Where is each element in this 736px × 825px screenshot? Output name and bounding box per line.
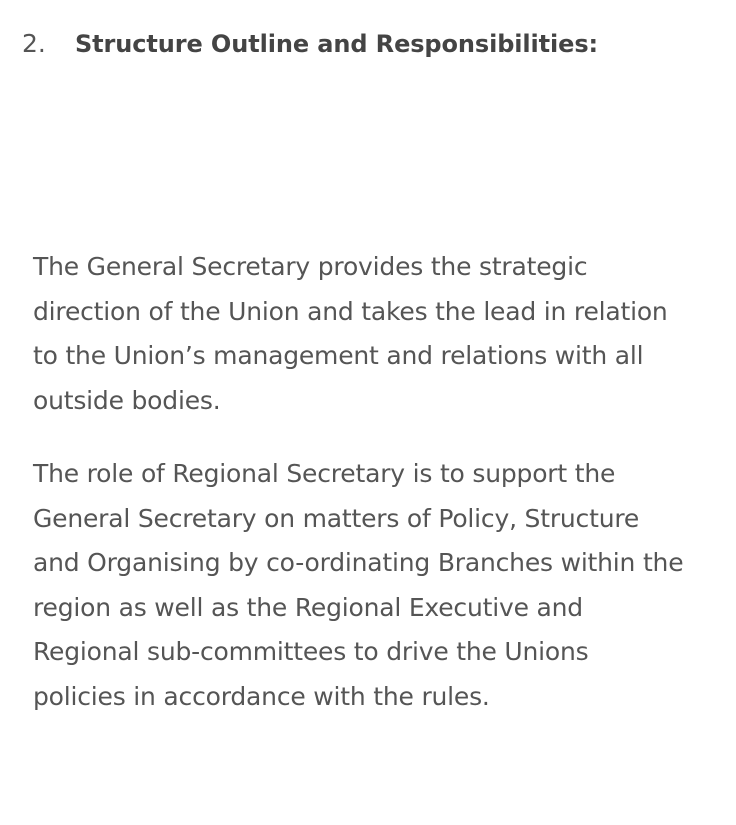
section-heading (22, 26, 598, 62)
paragraph-line: policies in accordance with the rules. (33, 681, 490, 711)
paragraph-line: outside bodies. (33, 385, 221, 415)
paragraph-general-secretary (33, 245, 733, 423)
paragraph-line: to the Union’s management and relations with all (33, 341, 644, 370)
section-number: 2. (22, 29, 46, 58)
paragraph-line: and Organising by co-ordinating Branches within the (33, 548, 684, 577)
paragraph-line: direction of the Union and takes the lead in relation (33, 296, 668, 326)
paragraph-regional-secretary (33, 452, 733, 719)
paragraph-line: The role of Regional Secretary is to support the (33, 459, 616, 488)
paragraph-line: region as well as the Regional Executive and (33, 592, 583, 622)
section-title: Structure Outline and Responsibilities: (75, 30, 599, 58)
paragraph-line: General Secretary on matters of Policy, Structure (33, 503, 640, 533)
paragraph-line: Regional sub-committees to drive the Unions (33, 637, 589, 666)
paragraph-line: The General Secretary provides the strategic (33, 252, 588, 281)
